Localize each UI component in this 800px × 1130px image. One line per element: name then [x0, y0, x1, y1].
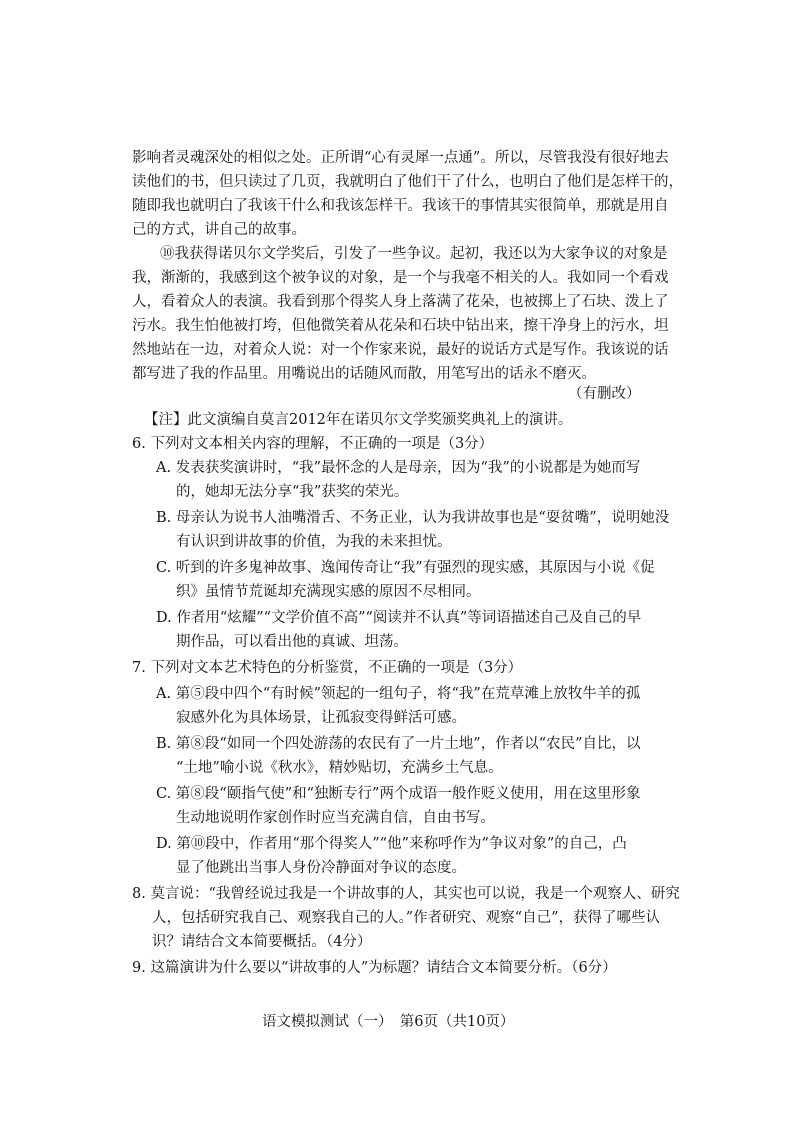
q9-line: 9. 这篇演讲为什么要以“讲故事的人”为标题？请结合文本简要分析。（6分）	[132, 960, 617, 976]
q7-option-d-cont: 显了他跳出当事人身份冷静面对争议的态度。	[176, 860, 466, 876]
q6-option-a: A. 发表获奖演讲时，“我”最怀念的人是母亲，因为“我”的小说都是为她而写	[156, 460, 641, 476]
q7-option-d: D. 第⑩段中，作者用“那个得奖人”“他”来称呼作为“争议对象”的自己，凸	[156, 836, 627, 852]
q6-option-d: D. 作者用“炫耀”“文学价值不高”“阅读并不认真”等词语描述自己及自己的早	[156, 610, 642, 626]
q6-option-b-cont: 有认识到讲故事的价值，为我的未来担忧。	[176, 534, 452, 550]
source-note: 【注】此文演编自莫言2012年在诺贝尔文学奖颁奖典礼上的演讲。	[144, 412, 573, 428]
q6-option-c-cont: 织》虽情节荒诞却充满现实感的原因不尽相同。	[176, 584, 481, 600]
q8-line: 8. 莫言说：“我曾经说过我是一个讲故事的人，其实也可以说，我是一个观察人、研究	[132, 886, 680, 902]
q7-option-c-cont: 生动地说明作家创作时应当充满自信，自由书写。	[176, 810, 495, 826]
q7-option-b-cont: “土地”喻小说《秋水》，精妙贴切，充满乡土气息。	[176, 760, 503, 776]
page-footer: 语文模拟测试（一） 第6页（共10页）	[262, 1014, 515, 1030]
paragraph-line: 然地站在一边，对着众人说：对一个作家来说，最好的说话方式是写作。我该说的话	[132, 342, 669, 358]
q8-line: 人，包括研究我自己、观察我自己的人。”作者研究、观察“自己”，获得了哪些认	[152, 910, 660, 926]
paragraph-line: 污水。我生怕他被打垮，但他微笑着从花朵和石块中钻出来，擦干净身上的污水，坦	[132, 318, 669, 334]
passage-line: 影响者灵魂深处的相似之处。正所谓“心有灵犀一点通”。所以，尽管我没有很好地去	[132, 150, 669, 166]
q6-option-c: C. 听到的许多鬼神故事、逸闻传奇让“我”有强烈的现实感，其原因与小说《促	[156, 560, 655, 576]
q6-stem: 6. 下列对文本相关内容的理解，不正确的一项是（3分）	[132, 436, 494, 452]
edit-note: （有删改）	[568, 386, 641, 402]
passage-line: 随即我也就明白了我该干什么和我该怎样干。我该干的事情其实很简单，那就是用自	[132, 198, 669, 214]
q7-option-b: B. 第⑧段“如同一个四处游荡的农民有了一片土地”，作者以“农民”自比，以	[156, 736, 641, 752]
passage-line: 读他们的书，但只读过了几页，我就明白了他们干了什么，也明白了他们是怎样干的，	[132, 174, 683, 190]
q7-option-a-cont: 寂感外化为具体场景，让孤寂变得鲜活可感。	[176, 710, 466, 726]
paragraph-line: 人，看着众人的表演。我看到那个得奖人身上落满了花朵，也被掷上了石块、泼上了	[132, 294, 669, 310]
paragraph-line: 都写进了我的作品里。用嘴说出的话随风而散，用笔写出的话永不磨灭。	[132, 366, 596, 382]
q6-option-d-cont: 期作品，可以看出他的真诚、坦荡。	[176, 634, 408, 650]
q6-option-a-cont: 的，她却无法分享“我”获奖的荣光。	[176, 484, 409, 500]
q7-option-a: A. 第⑤段中四个“有时候”领起的一组句子，将“我”在荒草滩上放牧牛羊的孤	[156, 686, 641, 702]
q8-line: 识？请结合文本简要概括。（4分）	[152, 934, 372, 950]
paragraph-line: 我，渐渐的，我感到这个被争议的对象，是一个与我毫不相关的人。我如同一个看戏	[132, 270, 669, 286]
q6-option-b: B. 母亲认为说书人油嘴滑舌、不务正业，认为我讲故事也是“耍贫嘴”，说明她没	[156, 510, 670, 526]
q7-stem: 7. 下列对文本艺术特色的分析鉴赏，不正确的一项是（3分）	[132, 660, 523, 676]
q7-option-c: C. 第⑧段“颐指气使”和“独断专行”两个成语一般作贬义使用，用在这里形象	[156, 786, 641, 802]
passage-line: 己的方式，讲自己的故事。	[132, 222, 306, 238]
paragraph-line: ⑩我获得诺贝尔文学奖后，引发了一些争议。起初，我还以为大家争议的对象是	[160, 246, 668, 262]
